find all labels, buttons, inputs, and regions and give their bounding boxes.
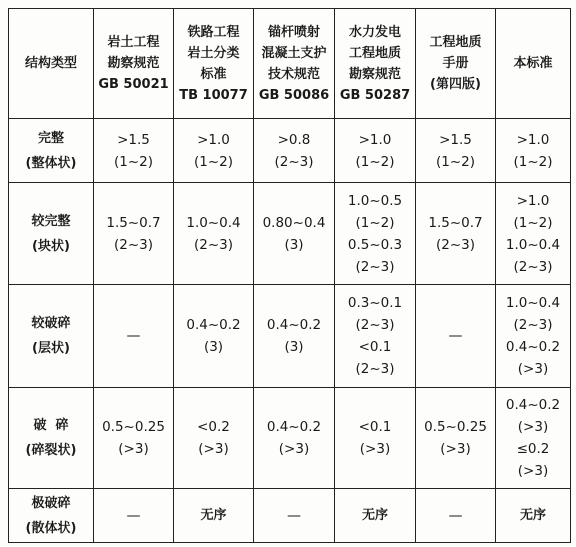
header-row: [9, 9, 571, 119]
table-cell: <0.1 (>3): [335, 388, 416, 489]
header-gb50021: 岩土工程 勘察规范 GB 50021: [94, 9, 174, 119]
header-gb50086: 锚杆喷射 混凝土支护 技术规范 GB 50086: [254, 9, 335, 119]
table-cell: 1.0~0.4 (2~3) 0.4~0.2 (>3): [496, 285, 571, 388]
structure-type-comparison-table: [8, 8, 571, 543]
table-cell: >1.0 (1~2): [496, 119, 571, 183]
table-cell: —: [416, 489, 496, 543]
table-cell: —: [254, 489, 335, 543]
table-row: [9, 183, 571, 285]
header-gb50287: 水力发电 工程地质 勘察规范 GB 50287: [335, 9, 416, 119]
table-cell: >1.0 (1~2): [174, 119, 254, 183]
table-cell: 0.4~0.2 (>3): [254, 388, 335, 489]
table-cell: 无序: [174, 489, 254, 543]
table-cell: >1.0 (1~2) 1.0~0.4 (2~3): [496, 183, 571, 285]
table-cell: >1.5 (1~2): [94, 119, 174, 183]
table-cell: 0.4~0.2 (>3) ≤0.2 (>3): [496, 388, 571, 489]
table-row: [9, 119, 571, 183]
table-cell: 1.0~0.5 (1~2) 0.5~0.3 (2~3): [335, 183, 416, 285]
table-cell: 无序: [335, 489, 416, 543]
table-cell: >0.8 (2~3): [254, 119, 335, 183]
row-label: 较破碎 (层状): [9, 285, 94, 388]
table-cell: 无序: [496, 489, 571, 543]
table-row: [9, 285, 571, 388]
row-label: 较完整 (块状): [9, 183, 94, 285]
table-cell: —: [94, 489, 174, 543]
table-cell: >1.0 (1~2): [335, 119, 416, 183]
table-cell: 0.3~0.1 (2~3) <0.1 (2~3): [335, 285, 416, 388]
row-label: 破 碎 (碎裂状): [9, 388, 94, 489]
table-cell: 1.5~0.7 (2~3): [94, 183, 174, 285]
table-cell: 0.80~0.4 (3): [254, 183, 335, 285]
table-cell: —: [416, 285, 496, 388]
header-structure-type: 结构类型: [9, 9, 94, 119]
table-cell: 1.0~0.4 (2~3): [174, 183, 254, 285]
row-label: 完整 (整体状): [9, 119, 94, 183]
header-geology-handbook: 工程地质 手册 (第四版): [416, 9, 496, 119]
table-cell: 0.5~0.25 (>3): [94, 388, 174, 489]
table-cell: <0.2 (>3): [174, 388, 254, 489]
table-cell: 0.5~0.25 (>3): [416, 388, 496, 489]
row-label: 极破碎 (散体状): [9, 489, 94, 543]
table-cell: 0.4~0.2 (3): [174, 285, 254, 388]
table-cell: —: [94, 285, 174, 388]
header-this-standard: 本标准: [496, 9, 571, 119]
table-cell: 1.5~0.7 (2~3): [416, 183, 496, 285]
table-row: [9, 489, 571, 543]
table-cell: 0.4~0.2 (3): [254, 285, 335, 388]
header-tb10077: 铁路工程 岩土分类 标准 TB 10077: [174, 9, 254, 119]
table-cell: >1.5 (1~2): [416, 119, 496, 183]
table-row: [9, 388, 571, 489]
